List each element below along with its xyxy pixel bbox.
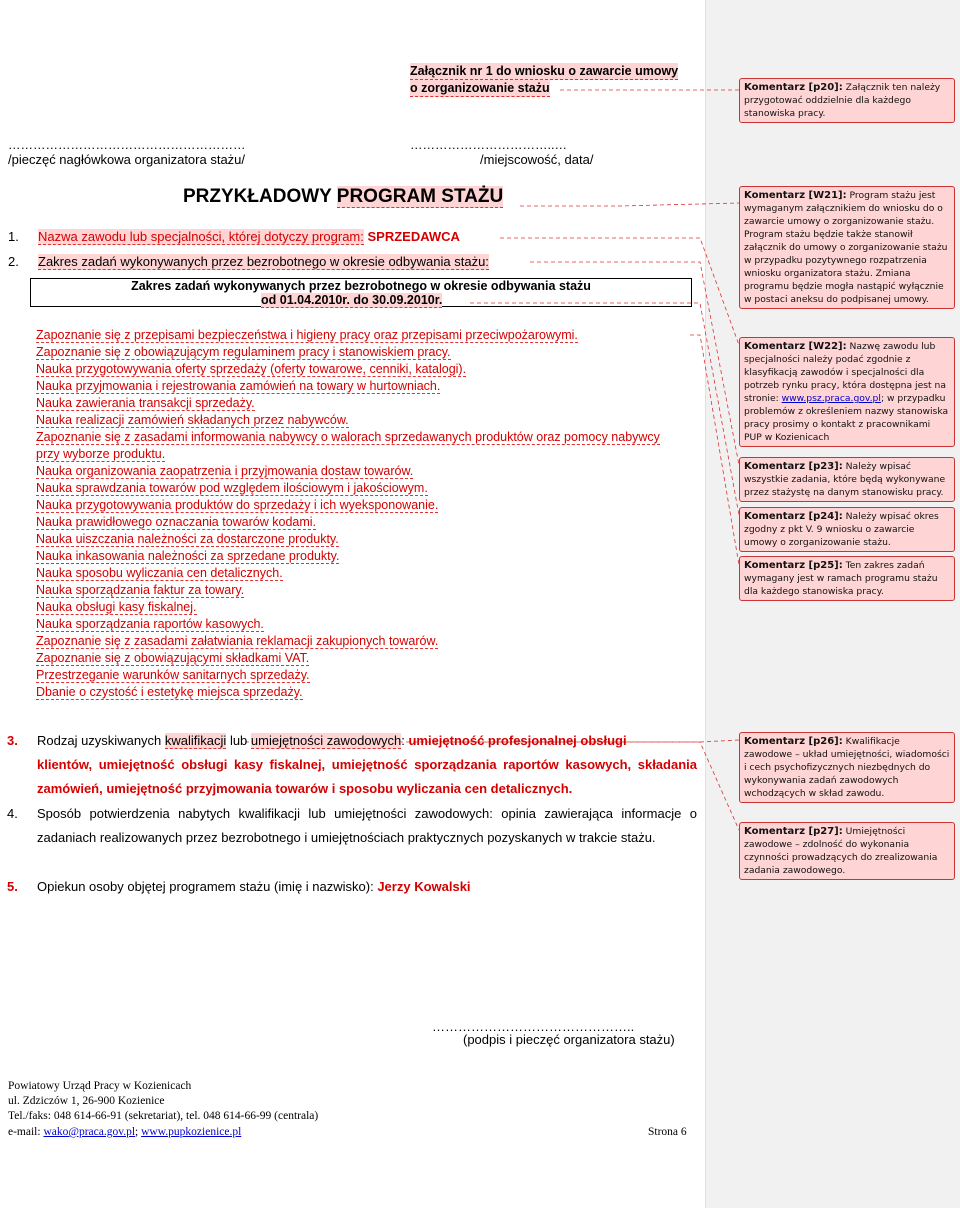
task-list bbox=[36, 327, 696, 701]
attachment-note bbox=[410, 63, 678, 97]
item-3-text: Rodzaj uzyskiwanych bbox=[37, 733, 162, 748]
task-item: Nauka prawidłowego oznaczania towarów kodami. bbox=[36, 515, 317, 529]
psz-link[interactable]: www.psz.praca.gov.pl bbox=[781, 393, 881, 404]
signature-dots: ……………………………………….. bbox=[432, 1019, 635, 1034]
comment-p25[interactable]: Komentarz [p25]: Ten zakres zadań wymagany jest w ramach programu stażu dla każdego stanowiska pracy. bbox=[739, 556, 955, 601]
keyword-skills: umiejętności zawodowych bbox=[250, 733, 402, 748]
task-item: Nauka przyjmowania i rejestrowania zamówień na towary w hurtowniach. bbox=[36, 379, 441, 393]
task-item: Zapoznanie się z przepisami bezpieczeństwa i higieny pracy oraz przepisami przeciwpożarowymi. bbox=[36, 328, 578, 342]
footer-phones: Tel./faks: 048 614-66-91 (sekretariat), tel. 048 614-66-99 (centrala) bbox=[8, 1110, 319, 1122]
task-item: Nauka zawierania transakcji sprzedaży. bbox=[36, 396, 255, 410]
comment-w21[interactable]: Komentarz [W21]: Program stażu jest wymaganym załącznikiem do wniosku do o zawarcie umowy o zorganizowanie stażu. Program stażu będzie także stanowił załącznik do umowy o zorganizowanie stażu w przypadku pozytywnego rozpatrzenia wniosku organizatora stażu. Zmiana programu będzie mogła nastąpić wyłącznie w postaci aneksu do podpisanej umowy. bbox=[739, 186, 955, 309]
scope-box bbox=[30, 278, 692, 307]
keyword-qualifications: kwalifikacji bbox=[164, 733, 227, 748]
task-item: Zapoznanie się z obowiązującymi składkami VAT. bbox=[36, 651, 310, 665]
item-4-text: Sposób potwierdzenia nabytych kwalifikacji lub umiejętności zawodowych: opinia zawierająca informacje o zadaniach realizowanych przez bezrobotnego i umiejętnościach praktycznych pozyskanych w trakcie stażu. bbox=[37, 806, 697, 845]
item-4 bbox=[7, 802, 697, 850]
task-item: Nauka przygotowywania oferty sprzedaży (oferty towarowe, cenniki, katalogi). bbox=[36, 362, 467, 376]
title-plain: PRZYKŁADOWY bbox=[183, 186, 332, 207]
item-3-value-continued: klientów, umiejętność obsługi kasy fiskalnej, umiejętność sporządzania raportów kasowych, składania zamówień, umiejętność przyjmowania towarów i sposobu wyliczania cen detalicznych. bbox=[37, 757, 697, 796]
item-3: 3. Rodzaj uzyskiwanych kwalifikacji lub umiejętności zawodowych: umiejętność profesjonalnej obsługi klientów, umiejętność obsługi kasy fiskalnej, umiejętność sporządzania raportów kasowych, składania zamówień, umiejętność przyjmowania towarów i sposobu wyliczania cen detalicznych. bbox=[7, 729, 697, 801]
task-item: Nauka obsługi kasy fiskalnej. bbox=[36, 600, 197, 614]
item-3-value: umiejętność profesjonalnej obsługi bbox=[408, 733, 627, 748]
attachment-line-2: o zorganizowanie stażu bbox=[410, 81, 550, 95]
comment-p20[interactable]: Komentarz [p20]: Załącznik ten należy przygotować oddzielnie dla każdego stanowiska pracy. bbox=[739, 78, 955, 123]
footer-address: ul. Zdziczów 1, 26-900 Kozienice bbox=[8, 1095, 165, 1107]
task-item: Zapoznanie się z zasadami załatwiania reklamacji zakupionych towarów. bbox=[36, 634, 439, 648]
task-item: Nauka uiszczania należności za dostarczone produkty. bbox=[36, 532, 339, 546]
item-4-number: 4. bbox=[7, 806, 18, 821]
scope-box-period: od 01.04.2010r. do 30.09.2010r. bbox=[261, 293, 443, 307]
item-1 bbox=[8, 229, 460, 244]
item-5-number: 5. bbox=[7, 879, 18, 894]
mentor-name: Jerzy Kowalski bbox=[377, 879, 471, 894]
comment-w22[interactable]: Komentarz [W22]: Nazwę zawodu lub specjalności należy podać zgodnie z klasyfikacją zawodów i specjalności dla potrzeb rynku pracy, która dostępna jest na stronie: www.psz.praca.gov.pl; w przypadku problemów z określeniem nazwy stanowiska pracy prosimy o kontakt z pracownikami PUP w Kozienicach bbox=[739, 337, 955, 447]
scope-box-title: Zakres zadań wykonywanych przez bezrobotnego w okresie odbywania stażu bbox=[131, 279, 591, 293]
page-title bbox=[183, 186, 503, 208]
occupation-value: SPRZEDAWCA bbox=[367, 229, 460, 244]
item-1-number: 1. bbox=[8, 229, 19, 244]
footer-contact: e-mail: wako@praca.gov.pl; www.pupkozienice.pl bbox=[8, 1126, 242, 1138]
task-item: Nauka sporządzania raportów kasowych. bbox=[36, 617, 264, 631]
task-item: Nauka sposobu wyliczania cen detalicznych. bbox=[36, 566, 283, 580]
footer-org: Powiatowy Urząd Pracy w Kozienicach bbox=[8, 1080, 192, 1092]
item-5 bbox=[7, 875, 697, 899]
task-item: Przestrzeganie warunków sanitarnych sprzedaży. bbox=[36, 668, 310, 682]
task-item: Zapoznanie się z obowiązującym regulaminem pracy i stanowiskiem pracy. bbox=[36, 345, 451, 359]
task-item: Zapoznanie się z zasadami informowania nabywcy o walorach sprzedawanych produktów oraz pomocy nabywcy przy wyborze produktu. bbox=[36, 430, 660, 461]
task-item: Nauka realizacji zamówień składanych przez nabywców. bbox=[36, 413, 349, 427]
place-dots: ……………………………..… bbox=[410, 138, 567, 152]
comments-margin bbox=[705, 0, 960, 1208]
item-5-text: Opiekun osoby objętej programem stażu (imię i nazwisko): bbox=[37, 879, 374, 894]
task-item: Nauka sporządzania faktur za towary. bbox=[36, 583, 245, 597]
website-link[interactable]: www.pupkozienice.pl bbox=[141, 1126, 242, 1138]
item-2-text: Zakres zadań wykonywanych przez bezrobotnego w okresie odbywania stażu: bbox=[38, 254, 489, 269]
email-link[interactable]: wako@praca.gov.pl bbox=[43, 1126, 136, 1138]
place-date-label: /miejscowość, data/ bbox=[480, 152, 594, 167]
item-3-number: 3. bbox=[7, 733, 18, 748]
page-number: Strona 6 bbox=[648, 1126, 687, 1138]
attachment-line-1: Załącznik nr 1 do wniosku o zawarcie umowy bbox=[410, 64, 679, 78]
comment-p27[interactable]: Komentarz [p27]: Umiejętności zawodowe – zdolność do wykonania czynności prowadzących do zrealizowania zadania zawodowego. bbox=[739, 822, 955, 880]
comment-p26[interactable]: Komentarz [p26]: Kwalifikacje zawodowe – układ umiejętności, wiadomości i cech psychofizycznych niezbędnych do wykonywania zadań zawodowych wchodzących w skład zawodu. bbox=[739, 732, 955, 803]
signature-label: (podpis i pieczęć organizatora stażu) bbox=[463, 1032, 675, 1047]
title-highlight: PROGRAM STAŻU bbox=[336, 186, 504, 207]
task-item: Nauka sprawdzania towarów pod względem ilościowym i jakościowym. bbox=[36, 481, 428, 495]
stamp-label: /pieczęć nagłówkowa organizatora stażu/ bbox=[8, 152, 246, 167]
task-item: Nauka przygotowywania produktów do sprzedaży i ich wyeksponowanie. bbox=[36, 498, 439, 512]
stamp-dots: ………………………………………………… bbox=[8, 138, 246, 152]
task-item: Nauka inkasowania należności za sprzedane produkty. bbox=[36, 549, 340, 563]
comment-p24[interactable]: Komentarz [p24]: Należy wpisać okres zgodny z pkt V. 9 wniosku o zawarcie umowy o zorganizowanie stażu. bbox=[739, 507, 955, 552]
item-1-text: Nazwa zawodu lub specjalności, której dotyczy program: bbox=[38, 229, 364, 244]
item-2-number: 2. bbox=[8, 254, 19, 269]
item-2 bbox=[8, 254, 489, 269]
task-item: Nauka organizowania zaopatrzenia i przyjmowania dostaw towarów. bbox=[36, 464, 414, 478]
comment-p23[interactable]: Komentarz [p23]: Należy wpisać wszystkie zadania, które będą wykonywane przez stażystę na danym stanowisku pracy. bbox=[739, 457, 955, 502]
task-item: Dbanie o czystość i estetykę miejsca sprzedaży. bbox=[36, 685, 303, 699]
